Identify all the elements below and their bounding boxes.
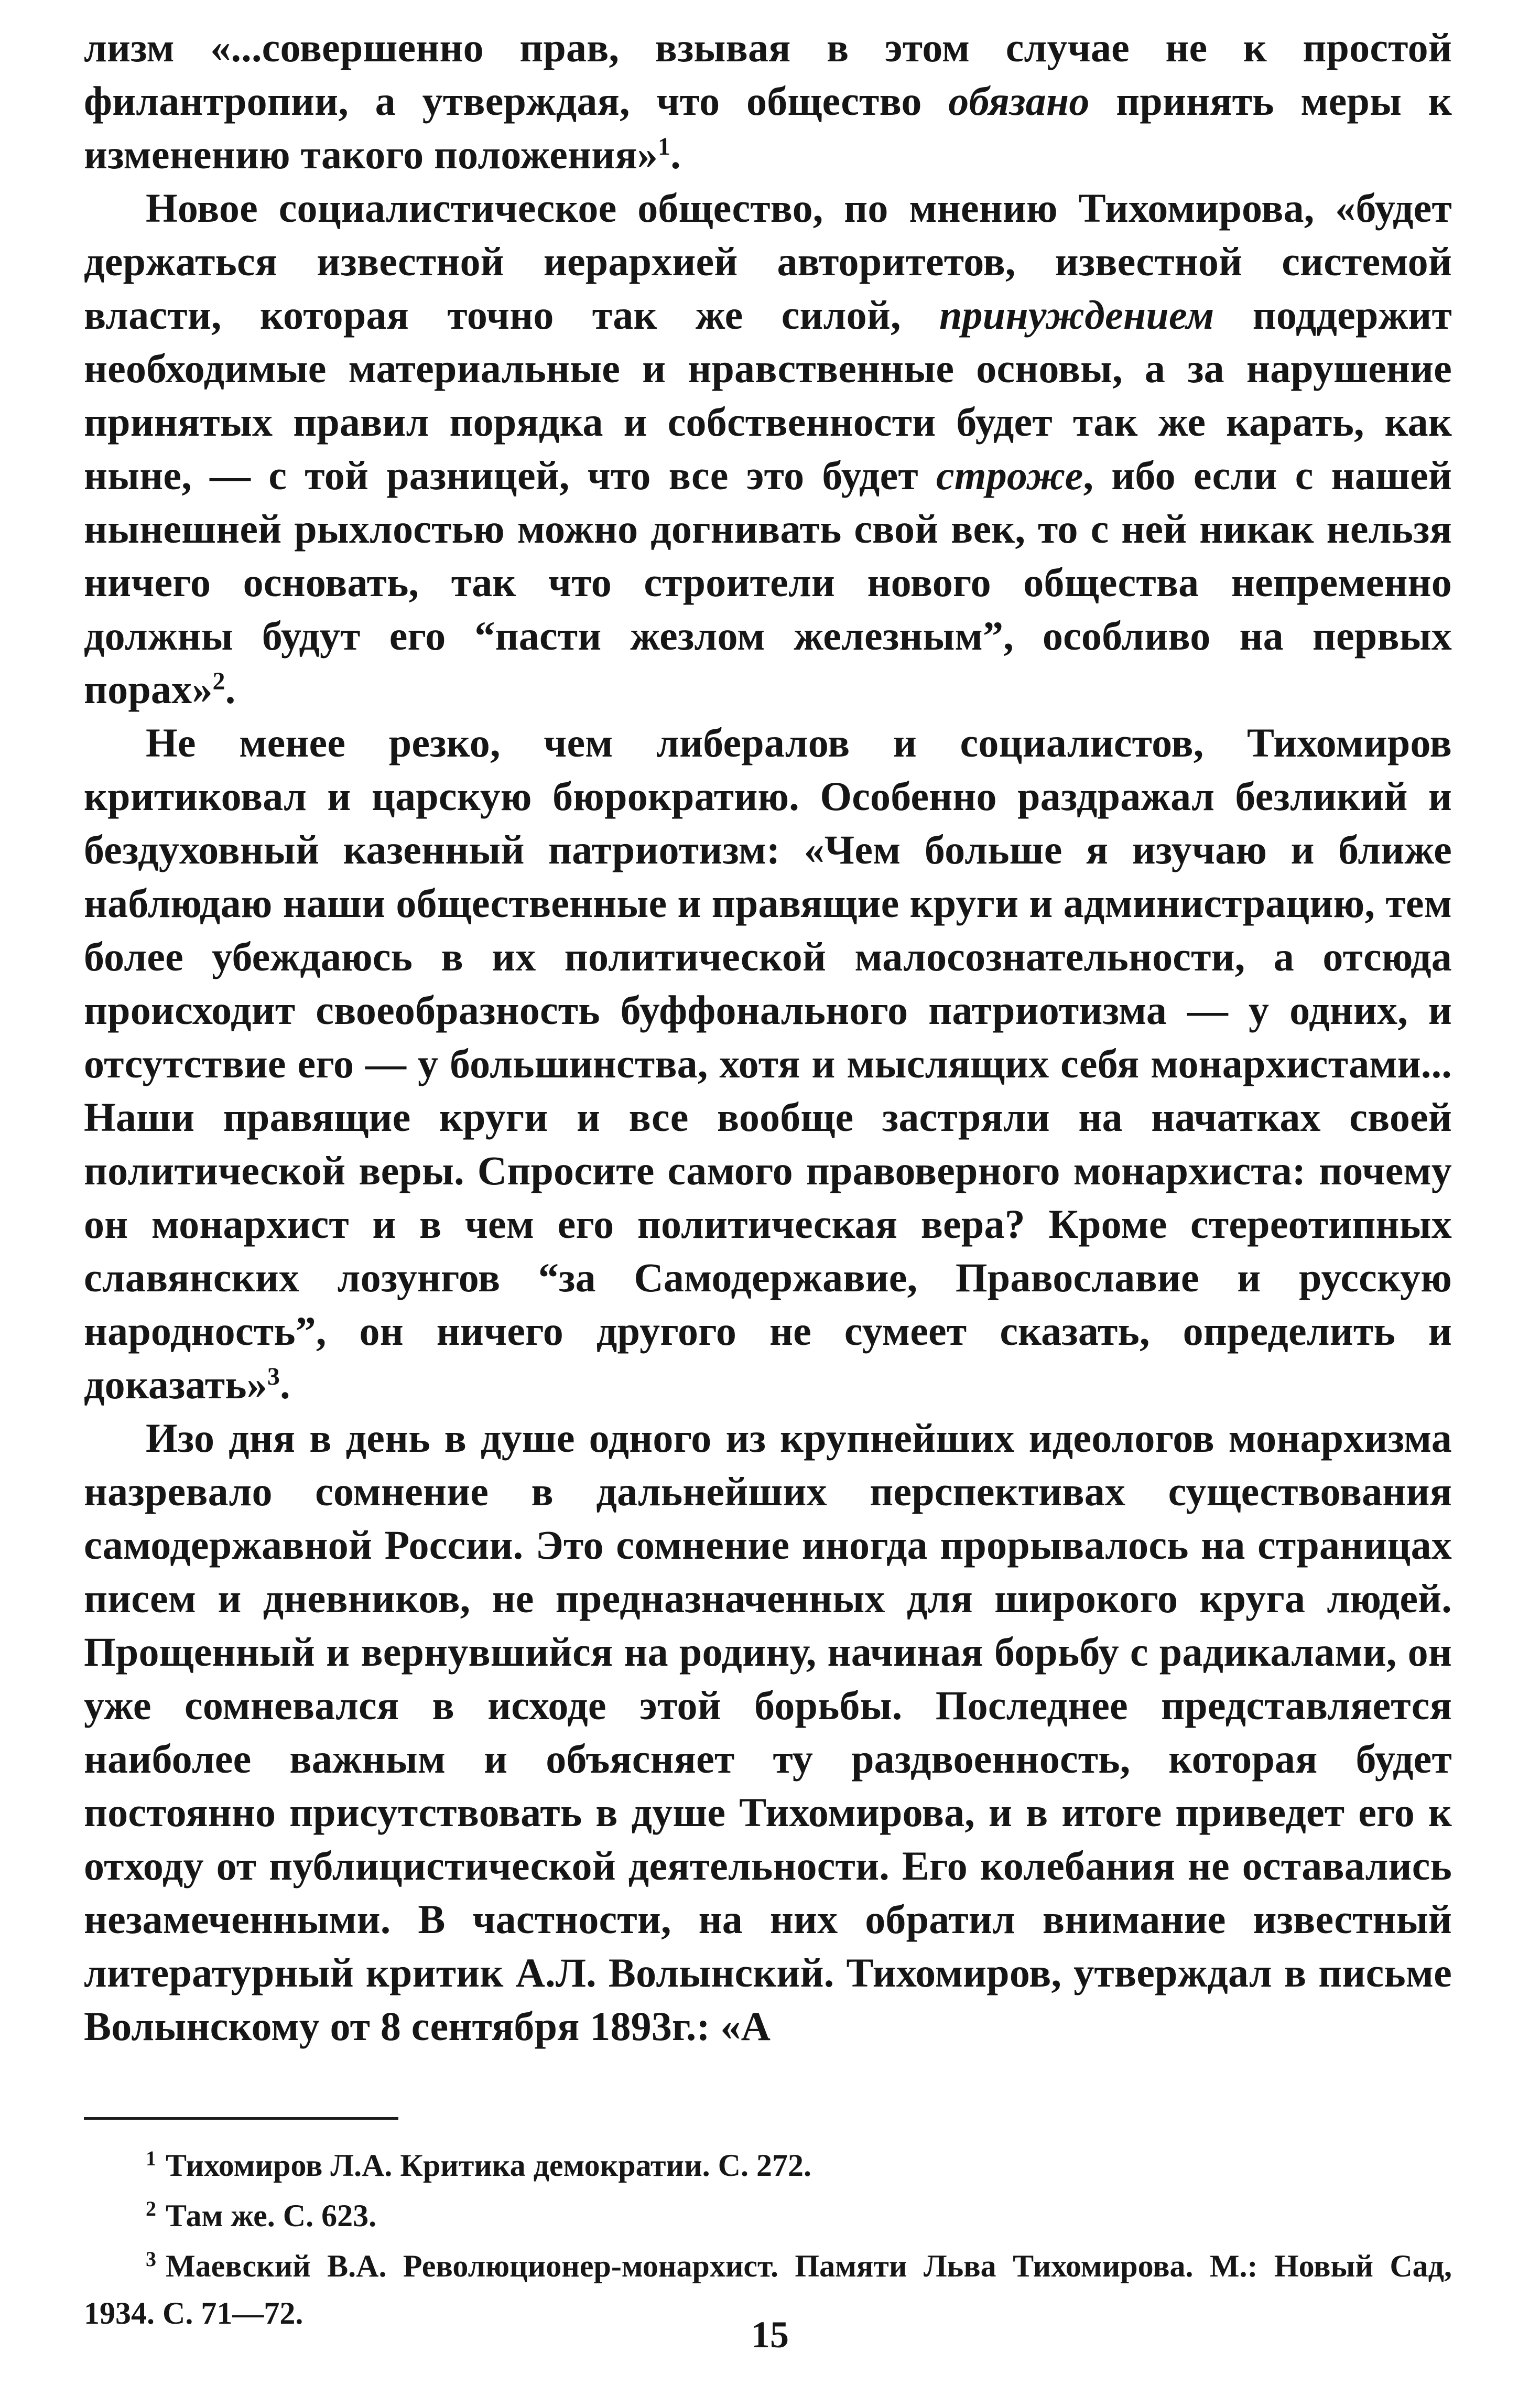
footnote-2 — [84, 2192, 1452, 2239]
paragraph-1-text-b: принять меры к изменению такого положения» — [84, 78, 1452, 177]
paragraph-1-text-a: лизм «...совершенно прав, взывая в этом случае не к простой филантропии, а утверждая, что общество — [84, 25, 1452, 124]
paragraph-3 — [84, 716, 1452, 1411]
footnote-mark-3: 3 — [146, 2247, 156, 2271]
footnote-separator — [84, 2117, 398, 2120]
footnote-ref-3: 3 — [267, 1363, 280, 1390]
paragraph-2-text-d: . — [225, 666, 236, 712]
footnote-1-text: Тихомиров Л.А. Критика демократии. С. 272. — [166, 2148, 811, 2183]
footnote-2-text: Там же. С. 623. — [166, 2198, 377, 2233]
footnote-mark-2: 2 — [146, 2197, 156, 2220]
footnote-ref-2: 2 — [212, 667, 225, 695]
paragraph-1-italic: обязано — [948, 78, 1090, 124]
paragraph-1-text-c: . — [670, 132, 681, 177]
paragraph-2-italic-2: строже — [936, 452, 1083, 498]
paragraph-2 — [84, 181, 1452, 716]
main-text — [84, 21, 1452, 2053]
paragraph-2-text-b: поддержит необходимые материальные и нравственные основы, а за нарушение принятых правил порядка и собственности будет так же карать, как ныне, — с той разницей, что все это будет — [84, 292, 1452, 498]
footnotes — [84, 2142, 1452, 2340]
paragraph-2-italic-1: принуждением — [939, 292, 1214, 338]
paragraph-3-text-b: . — [280, 1362, 290, 1407]
paragraph-3-text-a: Не менее резко, чем либералов и социалистов, Тихомиров критиковал и царскую бюрократию. Особенно раздражал безликий и бездуховный казенный патриотизм: «Чем больше я изучаю и ближе наблюдаю наши общественные и правящие круги и администрацию, тем более убеждаюсь в их политической малосознательности, а отсюда происходит своеобразность буффонального патриотизма — у одних, и отсутствие его — у большинства, хотя и мыслящих себя монархистами... Наши правящие круги и все вообще застряли на начатках своей политической веры. Спросите самого правоверного монархиста: почему он монархист и в чем его политическая вера? Кроме стереотипных славянских лозунгов “за Самодержавие, Православие и русскую народность”, он ничего другого не сумеет сказать, определить и доказать» — [84, 720, 1452, 1407]
page-number: 15 — [751, 2314, 789, 2356]
footnote-1 — [84, 2142, 1452, 2189]
paragraph-4-text: Изо дня в день в душе одного из крупнейших идеологов монархизма назревало сомнение в дальнейших перспективах существования самодержавной России. Это сомнение иногда прорывалось на страницах писем и дневников, не предназначенных для широкого круга людей. Прощенный и вернувшийся на родину, начиная борьбу с радикалами, он уже сомневался в исходе этой борьбы. Последнее представляется наиболее важным и объясняет ту раздвоенность, которая будет постоянно присутствовать в душе Тихомирова, и в итоге приведет его к отходу от публицистической деятельности. Его колебания не оставались незамеченными. В частности, на них обратил внимание известный литературный критик А.Л. Волынский. Тихомиров, утверждал в письме Волынскому от 8 сентября 1893г.: «А — [84, 1415, 1452, 2049]
footnote-ref-1: 1 — [658, 133, 671, 160]
footnote-mark-1: 1 — [146, 2146, 156, 2170]
paragraph-4 — [84, 1411, 1452, 2053]
paragraph-2-text-c: , ибо если с нашей нынешней рыхлостью можно догнивать свой век, то с ней никак нельзя ничего основать, так что строители нового общества непременно должны будут его “пасти жезлом железным”, особливо на первых порах» — [84, 452, 1452, 712]
paragraph-2-text-a: Новое социалистическое общество, по мнению Тихомирова, «будет держаться известной иерархией авторитетов, известной системой власти, которая точно так же силой, — [84, 185, 1452, 338]
footnote-3-text: Маевский В.А. Революционер-монархист. Памяти Льва Тихомирова. М.: Новый Сад, 1934. С. 71—72. — [84, 2249, 1452, 2331]
paragraph-1 — [84, 21, 1452, 181]
